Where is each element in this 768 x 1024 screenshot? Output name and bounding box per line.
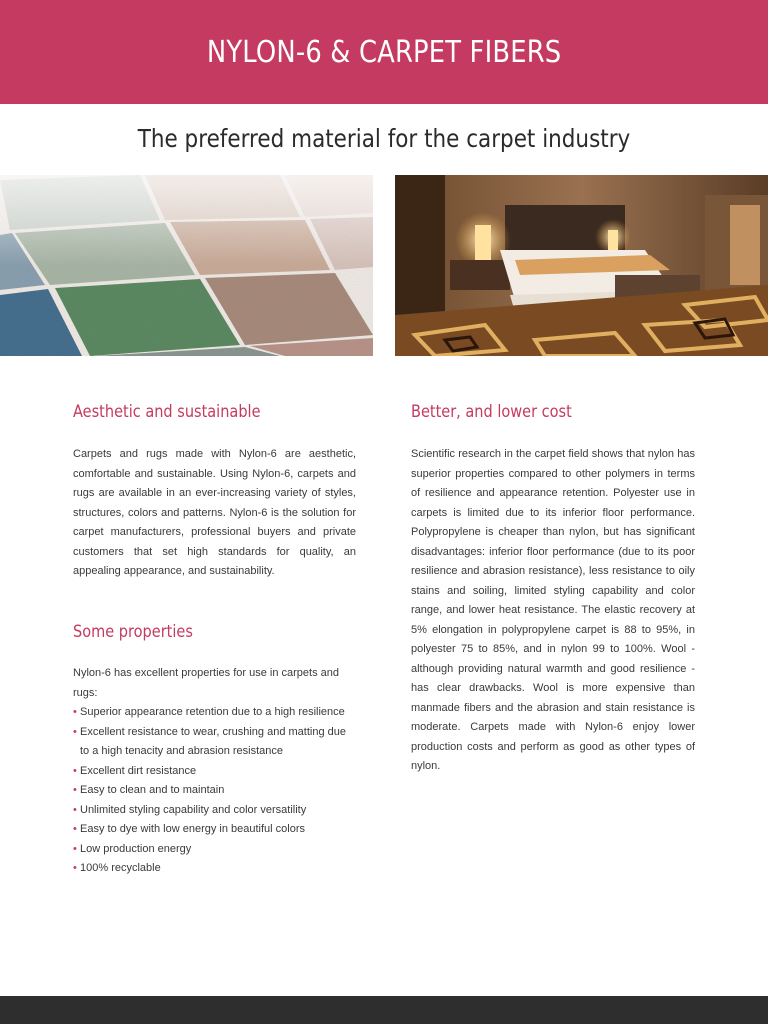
- section-body-cost: Scientific research in the carpet field shows that nylon has superior properties compared to other polymers in terms of resilience and appearance retention. Polyester use in carpets is limited due to its inferior floor performance. Polypropylene is cheaper than nylon, but has significant disadvantages: inferior floor performance (due to its poor resilience and abrasion resistance), less resistance to oily stains and soiling, limited styling capability and color range, and lower heat resistance. The elastic recovery at 5% elongation in polypropylene carpet is 88 to 95%, in polyester 75 to 85%, and in nylon 99 to 100%. Wool - although providing natural warmth and good resilience - has clear drawbacks. Wool is more expensive than manmade fibers and the abrasion and stain resistance is moderate. Carpets made with Nylon-6 enjoy lower production costs and perform as good as other types of nylon.: [411, 448, 695, 772]
- title-banner: [0, 0, 768, 104]
- page-subtitle: The preferred material for the carpet industry: [137, 124, 631, 153]
- bedroom-interior-photo: [395, 175, 768, 356]
- list-item: • Easy to clean and to maintain: [73, 784, 225, 796]
- footer-bar: [0, 996, 768, 1024]
- section-heading-aesthetic: Aesthetic and sustainable: [73, 402, 261, 421]
- properties-list: [73, 703, 348, 879]
- list-item: • 100% recyclable: [73, 862, 161, 874]
- list-item: • Low production energy: [73, 842, 192, 855]
- section-body-aesthetic: Carpets and rugs made with Nylon-6 are aesthetic, comfortable and sustainable. Using Nylon-6, carpets and rugs are available in an ever-increasing variety of styles, structures, colors and patterns. Nylon-6 is the solution for carpet manufacturers, professional buyers and private customers that set high standards for quality, an appealing appearance, and sustainability.: [73, 448, 356, 577]
- list-item: • Excellent resistance to wear, crushing and matting due to a high tenacity and abrasion resistance: [73, 725, 346, 757]
- list-item: • Superior appearance retention due to a high resilience: [73, 706, 345, 718]
- list-item: • Unlimited styling capability and color versatility: [73, 803, 307, 816]
- carpet-samples-photo: [0, 175, 373, 356]
- list-item: • Excellent dirt resistance: [73, 764, 197, 777]
- properties-intro: Nylon-6 has excellent properties for use in carpets and rugs:: [73, 667, 339, 699]
- section-heading-cost: Better, and lower cost: [411, 402, 572, 421]
- list-item: • Easy to dye with low energy in beautiful colors: [73, 823, 306, 835]
- section-heading-properties: Some properties: [73, 622, 193, 641]
- page-title: NYLON-6 & CARPET FIBERS: [206, 34, 562, 70]
